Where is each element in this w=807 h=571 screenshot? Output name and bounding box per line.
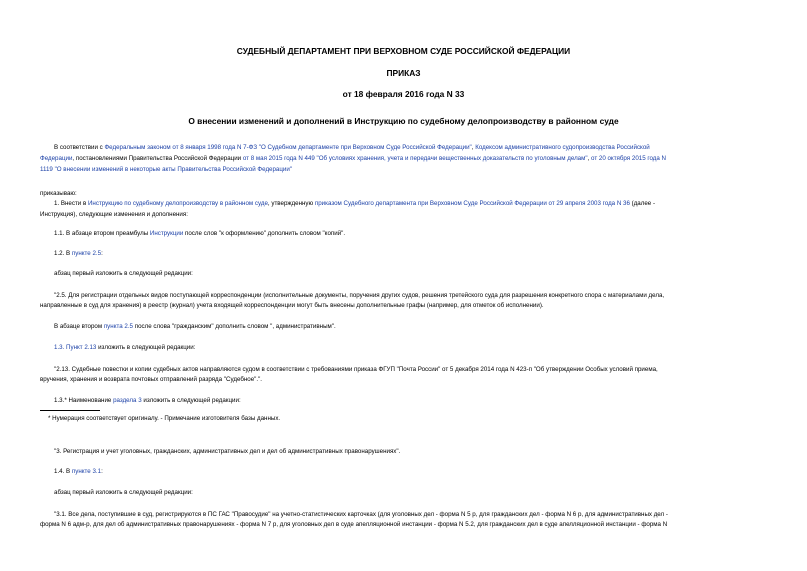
quote-2-5-line-1: "2.5. Для регистрации отдельных видов поступающей корреспонденции (исполнительные документы, поручения других судов, решения третейского суда для разрешения конкретного спора с материалами дела, bbox=[54, 292, 665, 299]
instruction-link[interactable]: Инструкцию по судебному делопроизводству в районном суде bbox=[87, 200, 268, 207]
paragraph-first-note-2: абзац первый изложить в следующей редакции: bbox=[54, 489, 193, 496]
point-3-1-link[interactable]: пункте 3.1 bbox=[71, 468, 102, 475]
order-word: приказываю: bbox=[40, 190, 77, 197]
second-paragraph-change: В абзаце втором пункта 2.5 после слова "гражданским" дополнить словом ", административным". bbox=[54, 323, 336, 330]
quote-2-5-line-2: направленные в суд для хранения) в реестр (журнал) учета входящей корреспонденции могут быть внесены дополнительные графы (например, для отметок об исполнении). bbox=[40, 302, 544, 309]
item-1-3-star: 1.3.* Наименование раздела 3 изложить в следующей редакции: bbox=[54, 397, 241, 404]
section-3-title-quote: "3. Регистрация и учет уголовных, гражданских, административных дел и дел об административных правонарушениях". bbox=[54, 448, 401, 455]
federal-law-link[interactable]: Федеральным законом от 8 января 1998 года N 7-ФЗ "О Судебном департаменте при Верховном Суде Российской Федерации" bbox=[104, 144, 472, 151]
resolution-449-link[interactable]: от 8 мая 2015 года N 449 "Об условиях хранения, учета и передачи вещественных доказательств по уголовным делам" bbox=[242, 155, 588, 162]
item-1-3: 1.3. Пункт 2.13 изложить в следующей редакции: bbox=[54, 344, 196, 351]
item-1-1: 1.1. В абзаце втором преамбулы Инструкции после слов "к оформлению" дополнить словом "копий". bbox=[54, 230, 346, 237]
point-2-5-link[interactable]: пункте 2.5 bbox=[71, 250, 102, 257]
quote-2-13-line-1: "2.13. Судебные повестки и копии судебных актов направляются судом в соответствии с требованиями приказа ФГУП "Почта России" от 5 декабря 2014 года N 423-п "Об утверждении Особых условий приема, bbox=[54, 366, 658, 373]
intro-line-1: В соответствии с Федеральным законом от 8 января 1998 года N 7-ФЗ "О Судебном департаменте при Верховном Суде Российской Федерации", Кодексом административного судопроизводства Российской bbox=[54, 144, 650, 151]
order-36-link[interactable]: приказом Судебного департамента при Верховном Суде Российской Федерации от 29 апреля 2003 года N 36 bbox=[314, 200, 630, 207]
document-title: О внесении изменений и дополнений в Инструкцию по судебному делопроизводству в районном суде bbox=[188, 116, 619, 126]
item-1-4: 1.4. В пункте 3.1: bbox=[54, 468, 103, 475]
resolution-1119-link-cont[interactable]: 1119 "О внесении изменений в некоторые акты Правительства Российской Федерации" bbox=[40, 166, 293, 173]
quote-3-1-line-1: "3.1. Все дела, поступившие в суд, регистрируются в ПС ГАС "Правосудие" на учетно-статистических карточках (для уголовных дел - форма N 5 р, для гражданских дел - форма N 6 р, для административных дел - bbox=[54, 511, 668, 518]
intro-line-3 bbox=[40, 164, 770, 175]
item-1-line-2: Инструкция), следующие изменения и дополнения: bbox=[40, 211, 188, 218]
quote-2-13-line-2: вручения, хранения и возврата почтовых отправлений разряда "Судебное".". bbox=[40, 376, 263, 383]
quote-3-1-line-2: форма N 6 адм-р, для дел об административных правонарушениях - форма N 7 р, для уголовных дел в суде апелляционной инстанции - форма N 5.2, для гражданских дел в суде апелляционной инстанции - форма N bbox=[40, 521, 668, 528]
paragraph-first-note: абзац первый изложить в следующей редакции: bbox=[54, 270, 193, 277]
item-1-line-1: 1. Внести в Инструкцию по судебному делопроизводству в районном суде, утвержденную приказом Судебного департамента при Верховном Суде Российской Федерации от 29 апреля 2003 года N 36 (далее - bbox=[54, 200, 656, 207]
order-heading: ПРИКАЗ bbox=[386, 68, 421, 78]
admin-code-link-cont[interactable]: Федерации bbox=[40, 155, 73, 162]
instruction-preamble-link[interactable]: Инструкции bbox=[149, 230, 184, 237]
resolution-1119-link[interactable]: от 20 октября 2015 года N bbox=[591, 155, 667, 162]
point-2-5-link-2[interactable]: пункта 2.5 bbox=[103, 323, 133, 330]
department-heading: СУДЕБНЫЙ ДЕПАРТАМЕНТ ПРИ ВЕРХОВНОМ СУДЕ РОССИЙСКОЙ ФЕДЕРАЦИИ bbox=[236, 46, 571, 56]
admin-code-link[interactable]: Кодексом административного судопроизводства Российской bbox=[475, 144, 650, 151]
intro-line-2: Федерации, постановлениями Правительства Российской Федерации от 8 мая 2015 года N 449 "Об условиях хранения, учета и передачи вещественных доказательств по уголовным делам", от 20 октября 2015 года N bbox=[40, 155, 667, 162]
footnote-divider bbox=[40, 410, 100, 411]
footnote: * Нумерация соответствует оригиналу. - Примечание изготовителя базы данных. bbox=[48, 415, 281, 422]
order-date: от 18 февраля 2016 года N 33 bbox=[342, 89, 465, 99]
section-3-link[interactable]: раздела 3 bbox=[113, 397, 142, 404]
point-2-13-link[interactable]: 1.3. Пункт 2.13 bbox=[54, 344, 97, 351]
item-1-2: 1.2. В пункте 2.5: bbox=[54, 250, 103, 257]
